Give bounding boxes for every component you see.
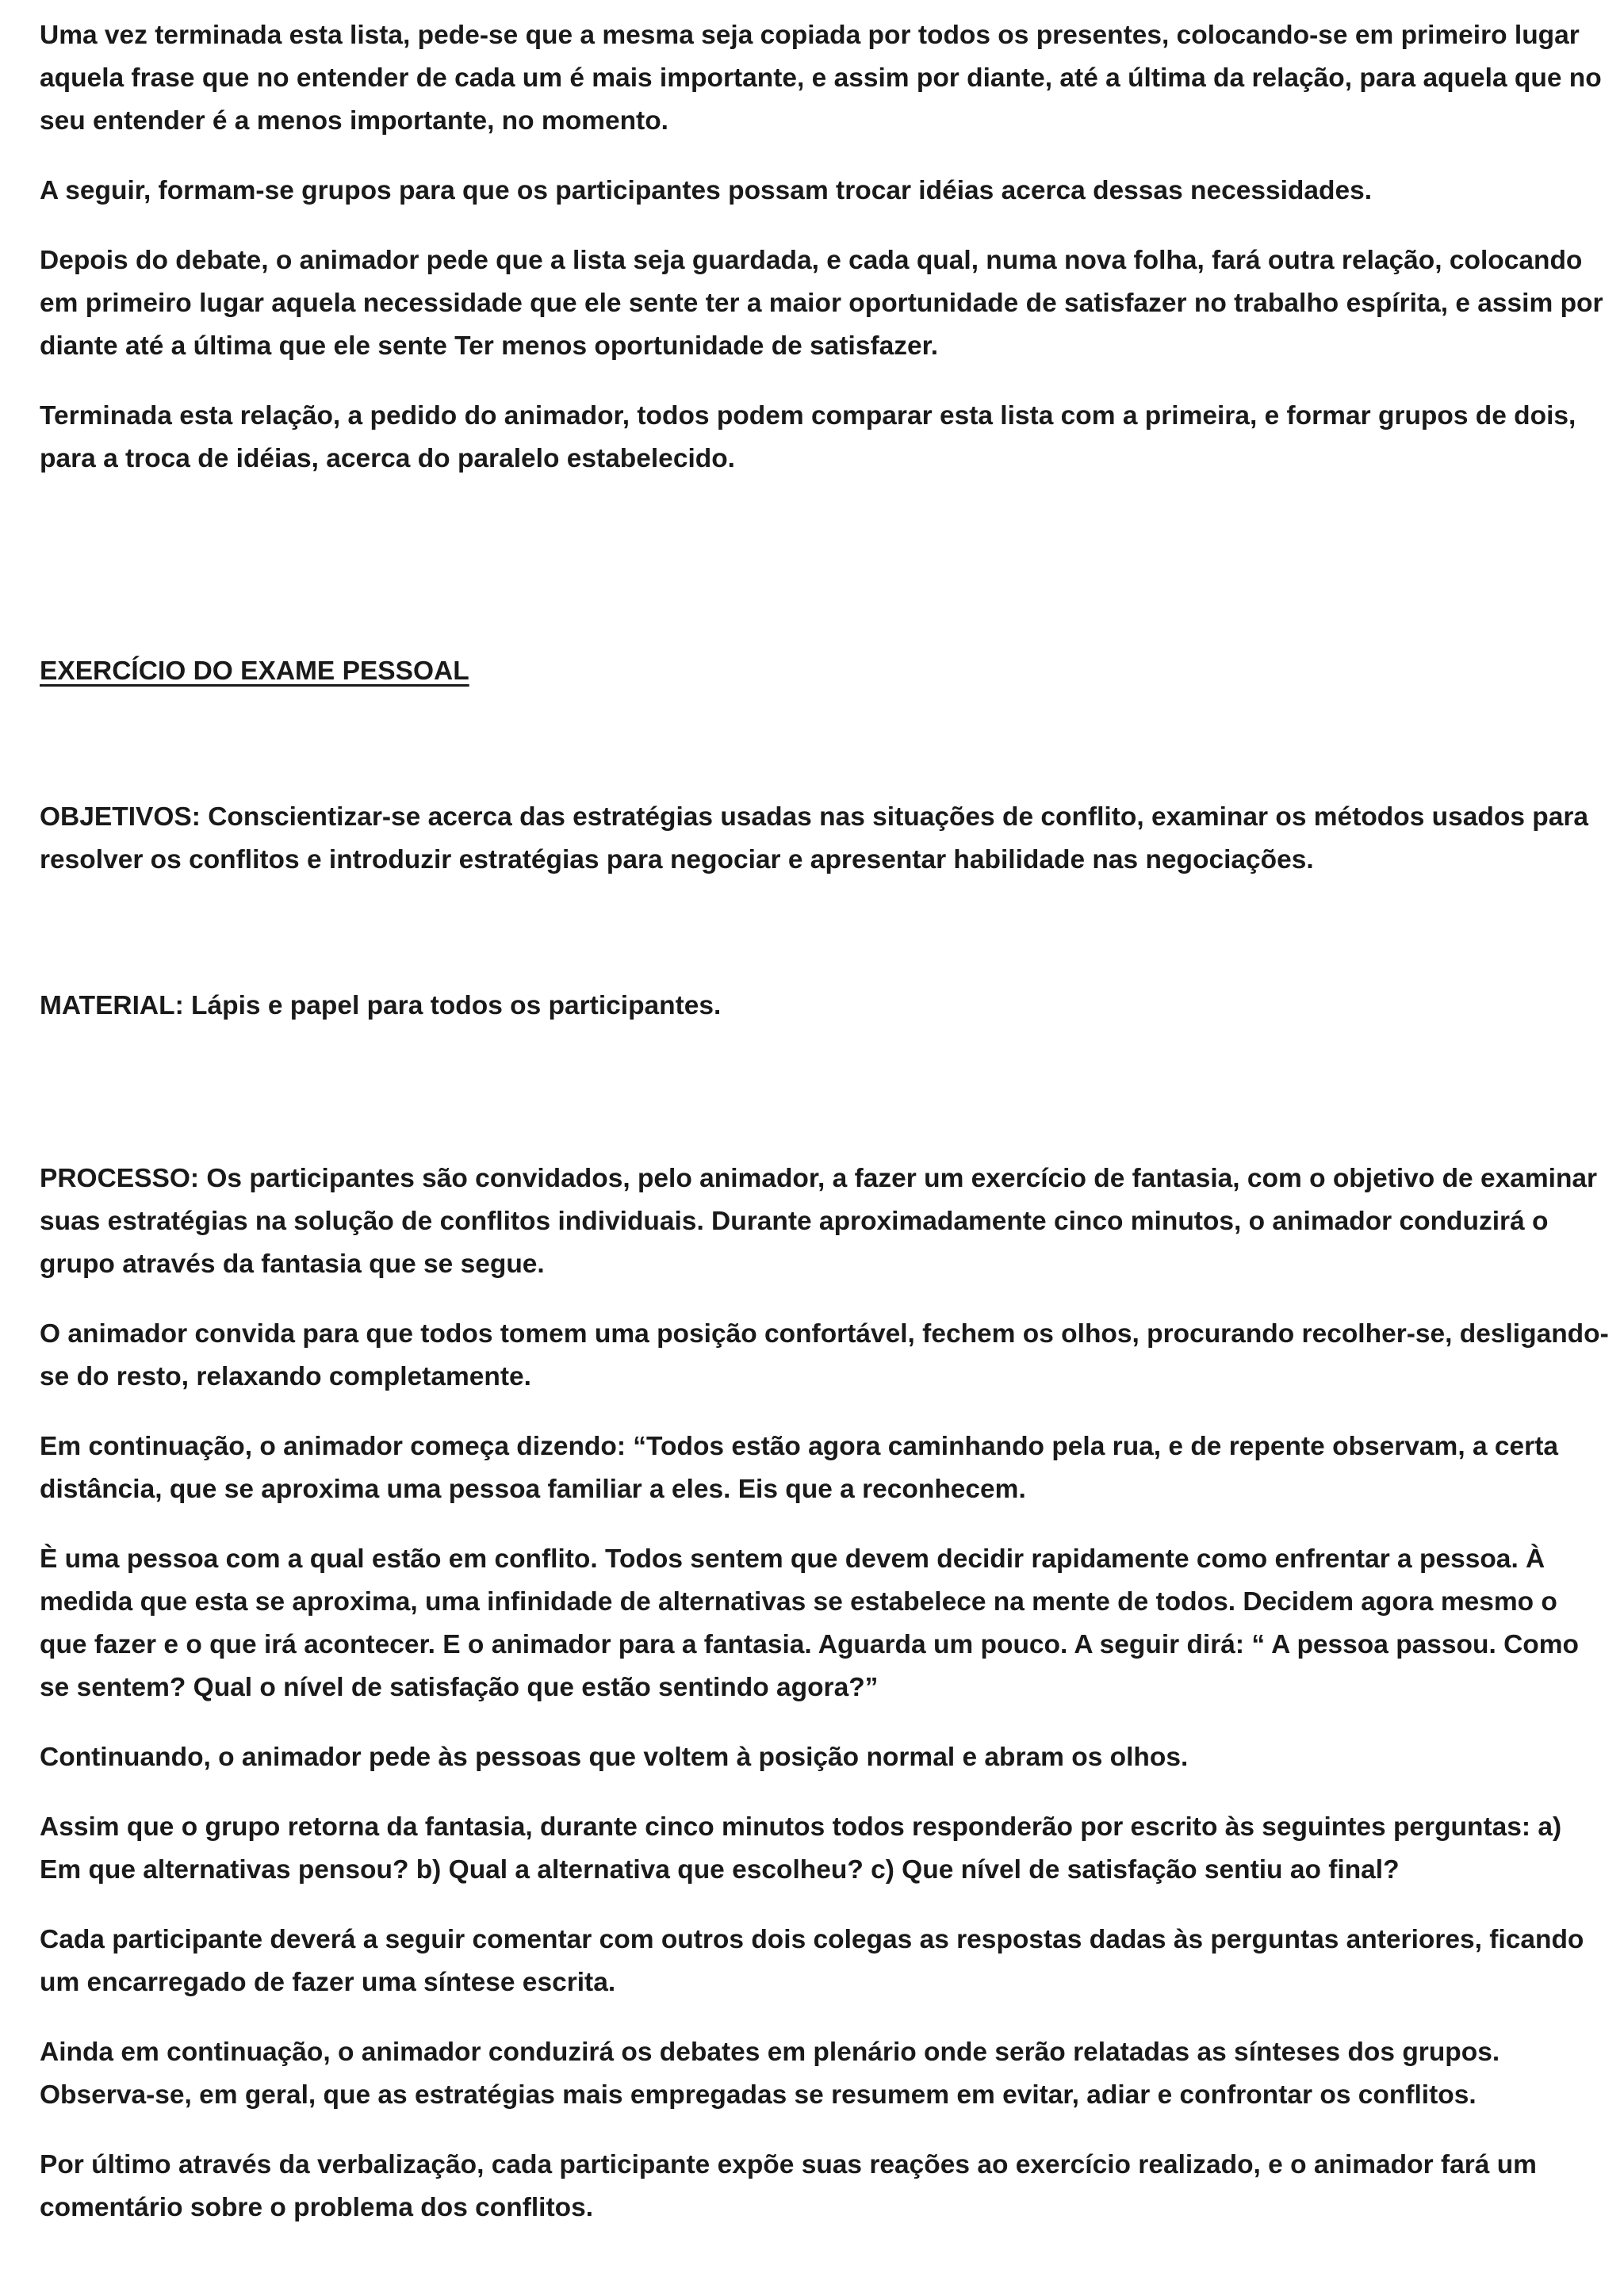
processo-paragraph-3: Em continuação, o animador começa dizendo: “Todos estão agora caminhando pela rua, e de repente observam, a certa distância, que se aproxima uma pessoa familiar a eles. Eis que a reconhecem.: [40, 1432, 1558, 1504]
spacer: [40, 909, 1610, 985]
processo-paragraph-5: Continuando, o animador pede às pessoas que voltem à posição normal e abram os olhos.: [40, 1743, 1189, 1772]
intro-paragraph-1: Uma vez terminada esta lista, pede-se que a mesma seja copiada por todos os presentes, colocando-se em primeiro lugar aquela frase que no entender de cada um é mais importante, e assim por diante, até a última da relação, para aquela que no seu entender é a menos importante, no momento.: [40, 21, 1602, 136]
intro-paragraph-3: Depois do debate, o animador pede que a lista seja guardada, e cada qual, numa nova folha, fará outra relação, colocando em primeiro lugar aquela necessidade que ele sente ter a maior oportunidade de satisfazer no trabalho espírita, e assim por diante até a última que ele sente Ter menos oportunidade de satisfazer.: [40, 246, 1603, 361]
intro-paragraph-2: A seguir, formam-se grupos para que os participantes possam trocar idéias acerca dessas necessidades.: [40, 176, 1373, 205]
processo-paragraph-8: Ainda em continuação, o animador conduzirá os debates em plenário onde serão relatadas as sínteses dos grupos. Observa-se, em geral, que as estratégias mais empregadas se resumem em evitar, adiar e confrontar os conflitos.: [40, 2038, 1500, 2110]
processo-paragraph-4: È uma pessoa com a qual estão em conflito. Todos sentem que devem decidir rapidamente como enfrentar a pessoa. À medida que esta se aproxima, uma infinidade de alternativas se estabelece na mente de todos. Decidem agora mesmo o que fazer e o que irá acontecer. E o animador para a fantasia. Aguarda um pouco. A seguir dirá: “ A pessoa passou. Como se sentem? Qual o nível de satisfação que estão sentindo agora?”: [40, 1544, 1580, 1702]
processo-paragraph-9: Por último através da verbalização, cada participante expõe suas reações ao exercício realizado, e o animador fará um comentário sobre o problema dos conflitos.: [40, 2150, 1537, 2222]
section-title: EXERCÍCIO DO EXAME PESSOAL: [40, 656, 469, 686]
processo-paragraph-2: O animador convida para que todos tomem uma posição confortável, fechem os olhos, procurando recolher-se, desligando-se do resto, relaxando completamente.: [40, 1319, 1609, 1391]
spacer: [40, 507, 1610, 650]
processo-paragraph-7: Cada participante deverá a seguir comentar com outros dois colegas as respostas dadas às perguntas anteriores, ficando um encarregado de fazer uma síntese escrita.: [40, 1925, 1584, 1997]
material-paragraph: MATERIAL: Lápis e papel para todos os participantes.: [40, 991, 722, 1020]
document-page: [40, 14, 1610, 2256]
spacer: [40, 693, 1610, 796]
intro-paragraph-4: Terminada esta relação, a pedido do animador, todos podem comparar esta lista com a primeira, e formar grupos de dois, para a troca de idéias, acerca do paralelo estabelecido.: [40, 401, 1576, 473]
processo-paragraph-6: Assim que o grupo retorna da fantasia, durante cinco minutos todos responderão por escrito às seguintes perguntas: a) Em que alternativas pensou? b) Qual a alternativa que escolheu? c) Que nível de satisfação sentiu ao final?: [40, 1812, 1562, 1885]
spacer: [40, 1054, 1610, 1158]
objetivos-paragraph: OBJETIVOS: Conscientizar-se acerca das estratégias usadas nas situações de conflito, examinar os métodos usados para resolver os conflitos e introduzir estratégias para negociar e apresentar habilidade nas negociações.: [40, 802, 1589, 874]
processo-paragraph-1: PROCESSO: Os participantes são convidados, pelo animador, a fazer um exercício de fantasia, com o objetivo de examinar suas estratégias na solução de conflitos individuais. Durante aproximadamente cinco minutos, o animador conduzirá o grupo através da fantasia que se segue.: [40, 1164, 1598, 1279]
